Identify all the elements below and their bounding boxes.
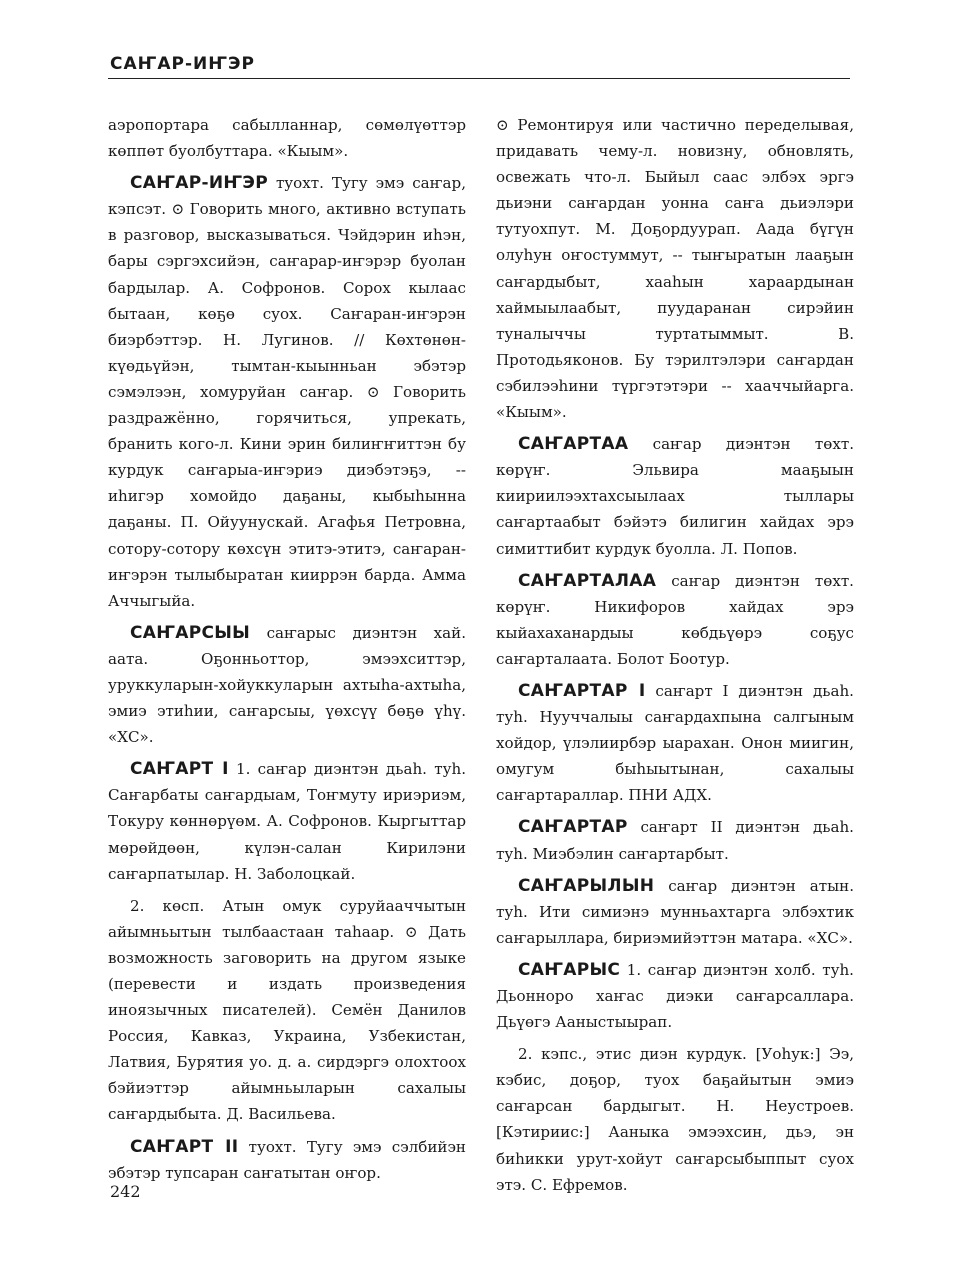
header-rule (108, 78, 850, 79)
dictionary-entry (496, 957, 854, 1035)
entry-text: саҥарыс диэнтэн хай. аата. Оҕонньоттор, эмээхситтэр, уруккуларын-хойуккуларын ахтыһа-ахтыһа, эмиэ этиһии, саҥарсыы, үөхсүү бөҕө үһү. «ХС». (108, 623, 466, 747)
paragraph (108, 112, 466, 164)
headword: САҤАРСЫЫ (130, 622, 251, 643)
running-head: САҤАР-ИҤЭР (110, 54, 255, 74)
entry-text: 2. кэпс., этис диэн курдук. [Уоһук:] Ээ, кэбис, доҕор, туох баҕайытын эмиэ саҥарсан бардыгыт. Н. Неустроев. [Кэтириис:] Ааныка эмээхсин, дьэ, эн биһикки урут-хойут саҥарсыбыппыт суох этэ. С. Ефремов. (496, 1045, 854, 1194)
entry-text: 1. саҥар диэнтэн дьаһ. туһ. Саҥарбаты саҥардыам, Тоҥмуту ириэриэм, Токуру көннөрүөм. А. Софронов. Кыргыттар мөрөйдөөн, күлэн-салан Кирилэни саҥарпатылар. Н. Заболоцкай. (108, 760, 466, 883)
entry-text: саҥарт I диэнтэн дьаһ. туһ. Нууччалыы саҥардахпына салгыным хойдор, үлэлиирбэр ыарахан. Онон миигин, омугум быһыытынан, сахалыы саҥартараллар. ПНИ АДХ. (496, 681, 854, 805)
headword: САҤАРЫС (518, 959, 621, 980)
dictionary-entry (108, 1134, 466, 1186)
headword: САҤАРТАР (518, 817, 628, 838)
dictionary-entry (496, 678, 854, 808)
dictionary-entry (496, 873, 854, 951)
headword: САҤАРЫЛЫН (518, 875, 655, 896)
dictionary-entry (496, 568, 854, 672)
paragraph (496, 112, 854, 425)
entry-text: аэропортара сабылланнар, сөмөлүөттэр көппөт буолбуттара. «Кыым». (108, 116, 466, 161)
headword: САҤАРТАА (518, 434, 629, 455)
entry-text: саҥар диэнтэн атын. туһ. Ити симиэнэ мунньахтарга элбэхтик саҥарыллара, бириэмийэттэн матара. «ХС». (496, 876, 854, 947)
headword: САҤАР-ИҤЭР (130, 173, 268, 194)
left-column (108, 112, 466, 1192)
headword: САҤАРТАР I (518, 680, 646, 701)
right-column (496, 112, 854, 1204)
headword: САҤАРТ I (130, 759, 229, 780)
entry-text: саҥарт II диэнтэн дьаһ. туһ. Миэбэлин саҥартарбыт. (496, 818, 854, 863)
headword: САҤАРТ II (130, 1136, 239, 1157)
entry-text: туохт. Тугу эмэ саҥар, кэпсэт. ⊙ Говорить много, активно вступать в разговор, высказываться. Чэйдэрин иһэн, бары сэргэхсийэн, саҥарар-иҥэрэр буолан бардылар. А. Софронов. Сорох кылаас бытаан, көҕө суох. Саҥаран-иҥэрэн биэрбэттэр. Н. Лугинов. // Көхтөнөн-күөдьүйэн, тымтан-кыынньан эбэтэр сэмэлээн, хомуруйан саҥар. ⊙ Говорить раздражённо, горячиться, упрекать, бранить кого-л. Кини эрин билиҥҥиттэн бу курдук саҥарыа-иҥэриэ диэбэтэҕэ, -- иһигэр хомойдо даҕаны, кыбыһынна даҕаны. П. Ойуунускай. Агафья Петровна, сотору-сотору көхсүн этитэ-этитэ, саҥаран-иҥэрэн тылыбыратан кииррэн барда. Амма Аччыгыйа. (108, 174, 466, 610)
headword: САҤАРТАЛАА (518, 570, 657, 591)
entry-text: саҥар диэнтэн төхт. көрүҥ. Никифоров хайдах эрэ кыйахаханардыы көбдьүөрэ соҕус саҥарталаата. Болот Боотур. (496, 571, 854, 668)
page-number: 242 (110, 1182, 141, 1201)
entry-text: саҥар диэнтэн төхт. көрүҥ. Эльвира мааҕыын киириилээхтахсыылаах тыллары саҥартаабыт бэйэтэ билигин хайдах эрэ симиттибит курдук буолла. Л. Попов. (496, 435, 854, 558)
paragraph (108, 893, 466, 1128)
dictionary-entry (108, 620, 466, 750)
entry-text: ⊙ Ремонтируя или частично переделывая, придавать чему-л. новизну, обновлять, освежать что-л. Быйыл саас элбэх эргэ дьиэни саҥардан уонна саҥа дьиэлэри тутуохпут. М. Доҕордуурап. Аада бүгүн олуһун оҥостуммут, -- тыҥыратын лааҕын саҥардыбыт, хааһын хараардынан хаймыылаабыт, пуударанан сирэйин туналыччы туртатыммыт. В. Протодьяконов. Бу тэрилтэлэри саҥардан сэбилээһини түргэтэтэри -- хааччыйарга. «Кыым». (496, 116, 854, 422)
entry-text: 1. саҥар диэнтэн холб. туһ. Дьонноро хаҥас диэки саҥарсаллара. Дьүөгэ Ааныстыырап. (496, 960, 854, 1032)
entry-text: туохт. Тугу эмэ сэлбийэн эбэтэр тупсаран саҥатытан оҥор. (108, 1137, 466, 1182)
dictionary-entry (108, 170, 466, 614)
dictionary-entry (496, 814, 854, 866)
dictionary-entry (496, 431, 854, 561)
dictionary-entry (108, 756, 466, 886)
entry-text: 2. көсп. Атын омук суруйааччытын айымньытын тылбаастаан таһаар. ⊙ Дать возможность заговорить на другом языке (перевести и издать произведения иноязычных писателей). Семён Данилов Россия, Кавказ, Украина, Узбекистан, Латвия, Бурятия уо. д. а. сирдэргэ олохтоох бэйиэттэр айымньыларын сахалыы саҥардыбыта. Д. Васильева. (108, 896, 466, 1124)
paragraph (496, 1041, 854, 1198)
